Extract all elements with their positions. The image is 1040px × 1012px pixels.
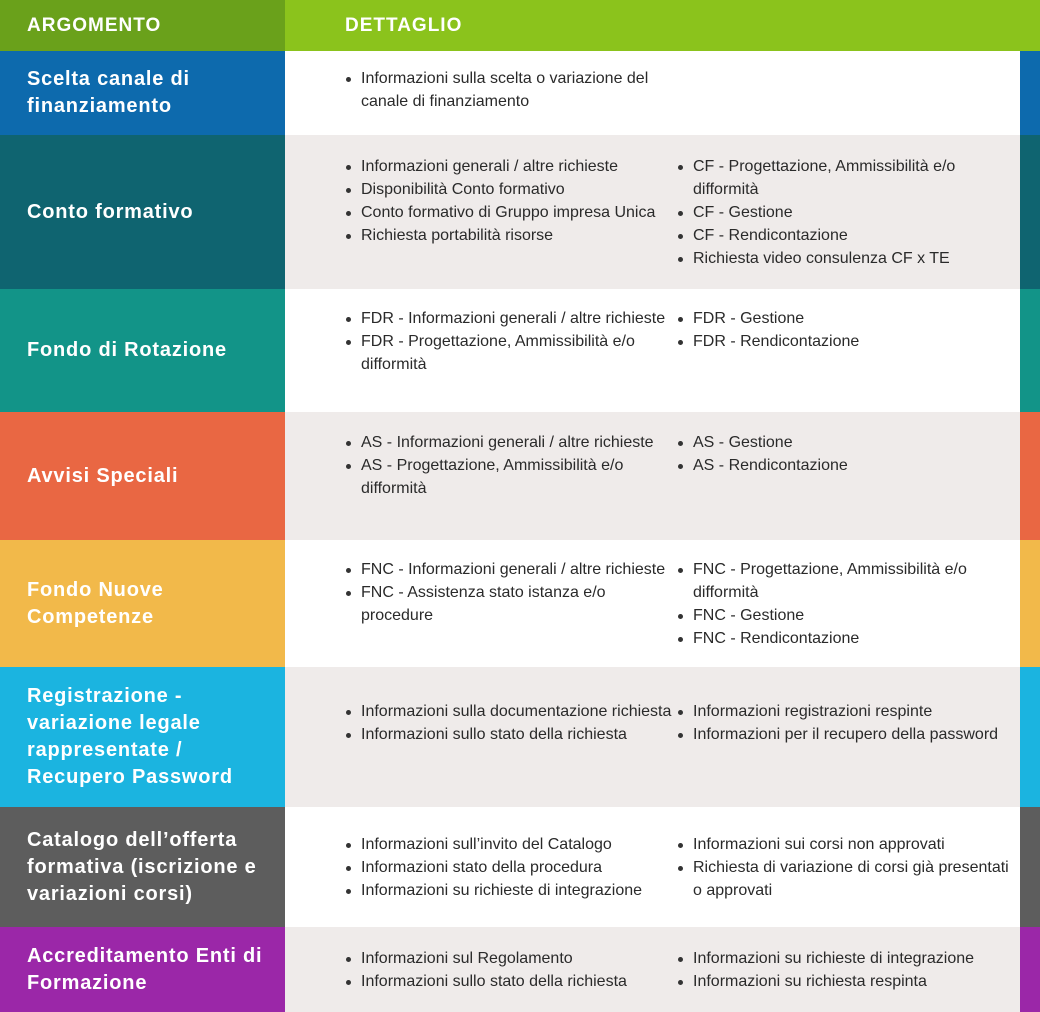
list-item: Richiesta video consulenza CF x TE (675, 247, 1010, 270)
topic-cell: Avvisi Speciali (0, 412, 285, 540)
detail-list-right (675, 833, 1010, 902)
list-item: Informazioni sulla scelta o variazione del canale di finanziamento (343, 67, 675, 113)
detail-cell (285, 412, 1040, 540)
list-item: CF - Gestione (675, 201, 1010, 224)
detail-list-right (675, 307, 1010, 353)
list-item: Informazioni su richiesta respinta (675, 970, 1010, 993)
list-item: AS - Informazioni generali / altre richieste (343, 431, 675, 454)
list-item: Informazioni per il recupero della password (675, 723, 1010, 746)
table-row (0, 927, 1040, 1012)
detail-list-left (343, 307, 675, 376)
list-item: Informazioni registrazioni respinte (675, 700, 1010, 723)
color-strip (1020, 51, 1040, 135)
list-item: FDR - Progettazione, Ammissibilità e/o difformità (343, 330, 675, 376)
list-item: CF - Progettazione, Ammissibilità e/o difformità (675, 155, 1010, 201)
detail-cell (285, 51, 1040, 135)
list-item: Informazioni sul Regolamento (343, 947, 675, 970)
list-item: FDR - Gestione (675, 307, 1010, 330)
list-item: Richiesta di variazione di corsi già presentati o approvati (675, 856, 1010, 902)
list-item: Informazioni su richieste di integrazione (675, 947, 1010, 970)
color-strip (1020, 135, 1040, 289)
detail-cell (285, 135, 1040, 289)
list-item: FNC - Informazioni generali / altre richieste (343, 558, 675, 581)
table-header (0, 0, 1040, 51)
table-row (0, 807, 1040, 927)
topic-cell: Catalogo dell’offerta formativa (iscrizione e variazioni corsi) (0, 807, 285, 927)
topic-cell: Registrazione - variazione legale rappresentate / Recupero Password (0, 667, 285, 807)
list-item: CF - Rendicontazione (675, 224, 1010, 247)
list-item: Conto formativo di Gruppo impresa Unica (343, 201, 675, 224)
topic-cell: Fondo Nuove Competenze (0, 540, 285, 667)
list-item: Informazioni generali / altre richieste (343, 155, 675, 178)
detail-list-left (343, 833, 675, 902)
list-item: Informazioni sui corsi non approvati (675, 833, 1010, 856)
header-detail: DETTAGLIO (285, 0, 1040, 51)
topic-cell: Conto formativo (0, 135, 285, 289)
table-row (0, 135, 1040, 289)
detail-list-right (675, 558, 1010, 650)
topic-cell: Scelta canale di finanziamento (0, 51, 285, 135)
list-item: Informazioni sull’invito del Catalogo (343, 833, 675, 856)
color-strip (1020, 927, 1040, 1012)
list-item: Informazioni sullo stato della richiesta (343, 970, 675, 993)
list-item: AS - Progettazione, Ammissibilità e/o difformità (343, 454, 675, 500)
list-item: Richiesta portabilità risorse (343, 224, 675, 247)
list-item: FNC - Gestione (675, 604, 1010, 627)
detail-list-left (343, 700, 675, 746)
table-row (0, 51, 1040, 135)
color-strip (1020, 412, 1040, 540)
detail-cell (285, 807, 1040, 927)
list-item: Informazioni sulla documentazione richiesta (343, 700, 675, 723)
table-row (0, 667, 1040, 807)
detail-list-left (343, 67, 675, 113)
table-row (0, 412, 1040, 540)
topic-cell: Fondo di Rotazione (0, 289, 285, 412)
list-item: FNC - Assistenza stato istanza e/o procedure (343, 581, 675, 627)
color-strip (1020, 540, 1040, 667)
color-strip (1020, 667, 1040, 807)
detail-list-right (675, 431, 1010, 477)
list-item: Informazioni su richieste di integrazione (343, 879, 675, 902)
table-row (0, 540, 1040, 667)
detail-list-left (343, 947, 675, 993)
list-item: FDR - Informazioni generali / altre richieste (343, 307, 675, 330)
list-item: AS - Gestione (675, 431, 1010, 454)
list-item: AS - Rendicontazione (675, 454, 1010, 477)
detail-list-right (675, 947, 1010, 993)
color-strip (1020, 807, 1040, 927)
detail-cell (285, 927, 1040, 1012)
detail-cell (285, 289, 1040, 412)
detail-cell (285, 540, 1040, 667)
table-row (0, 289, 1040, 412)
topic-cell: Accreditamento Enti di Formazione (0, 927, 285, 1012)
list-item: FNC - Progettazione, Ammissibilità e/o difformità (675, 558, 1010, 604)
list-item: Disponibilità Conto formativo (343, 178, 675, 201)
color-strip (1020, 289, 1040, 412)
detail-list-left (343, 155, 675, 247)
detail-list-left (343, 431, 675, 500)
detail-list-left (343, 558, 675, 627)
list-item: Informazioni stato della procedura (343, 856, 675, 879)
detail-cell (285, 667, 1040, 807)
list-item: Informazioni sullo stato della richiesta (343, 723, 675, 746)
detail-list-right (675, 155, 1010, 270)
detail-list-right (675, 700, 1010, 746)
list-item: FDR - Rendicontazione (675, 330, 1010, 353)
list-item: FNC - Rendicontazione (675, 627, 1010, 650)
header-topic: ARGOMENTO (0, 0, 285, 51)
